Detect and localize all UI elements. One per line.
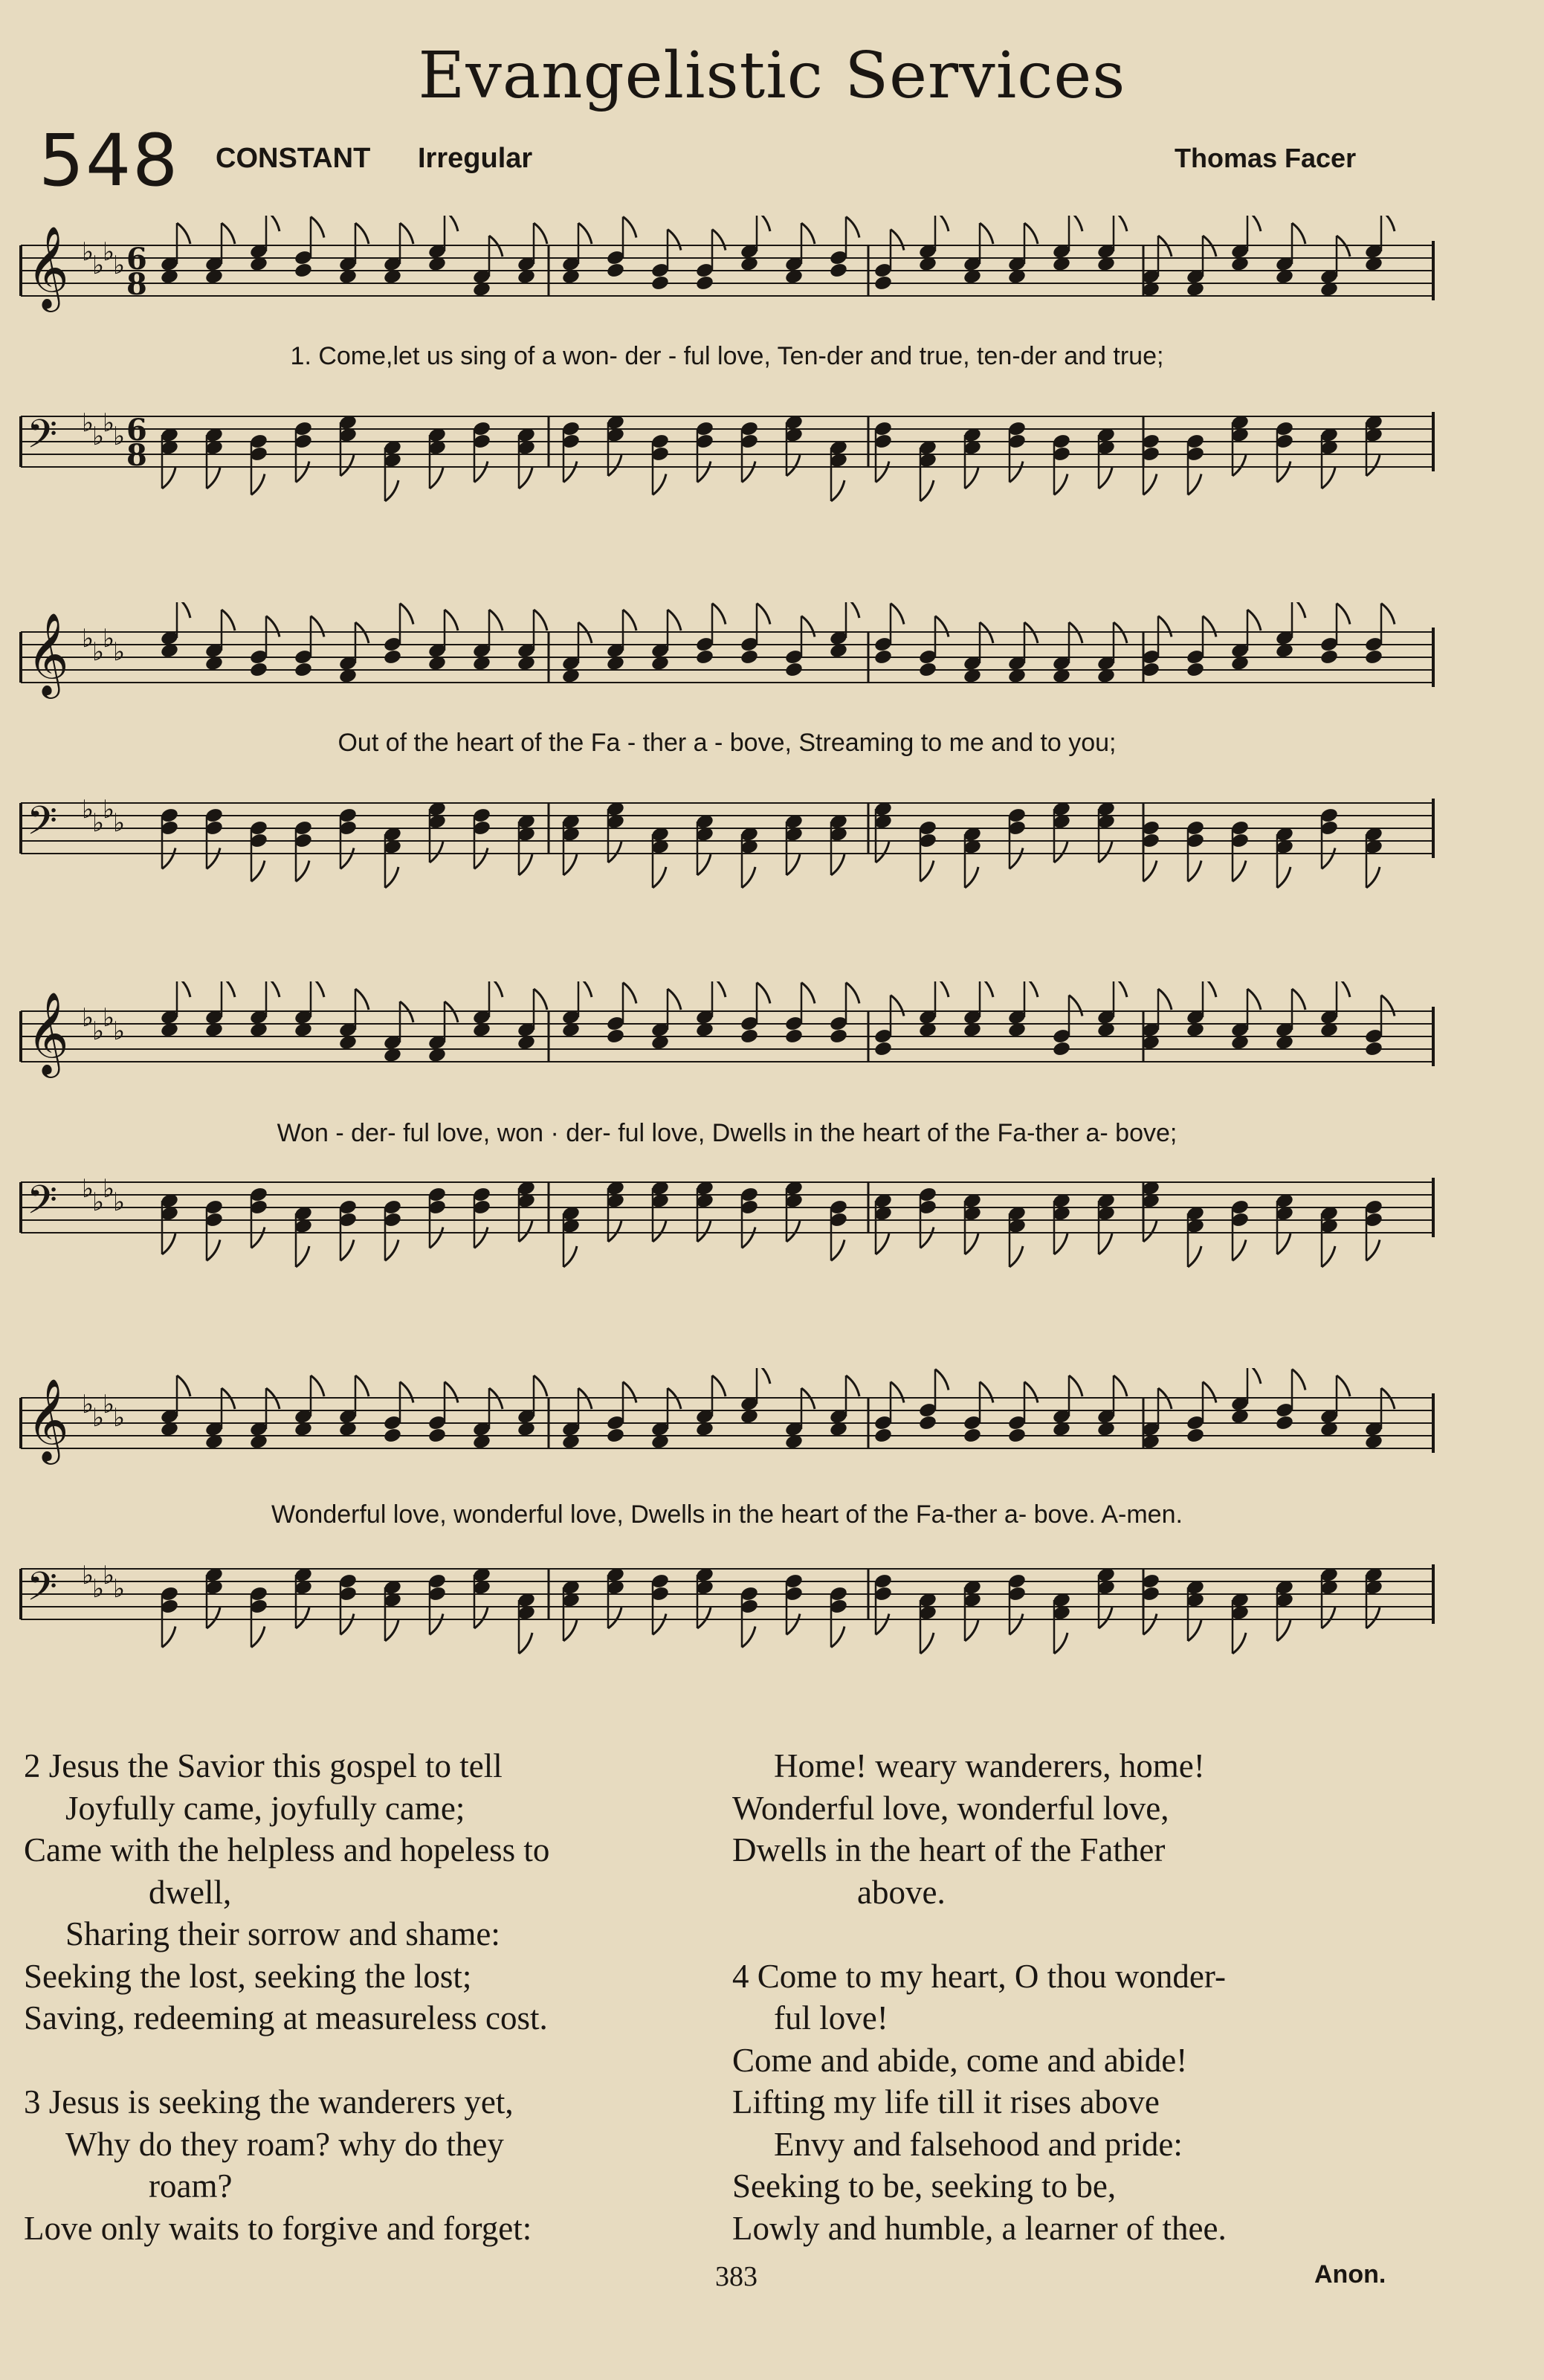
verses-left-column xyxy=(24,1745,723,2249)
note-head xyxy=(873,1427,893,1444)
verse-line: Came with the helpless and hopeless to xyxy=(24,1831,550,1868)
flat-icon: ♭ xyxy=(113,1403,126,1433)
page-title: Evangelistic Services xyxy=(418,39,1126,113)
note-head xyxy=(1052,1040,1071,1057)
flat-icon: ♭ xyxy=(82,624,94,654)
bass-clef-icon: 𝄢 xyxy=(27,799,58,854)
flat-icon: ♭ xyxy=(92,808,105,838)
verse-line: ful love! xyxy=(774,1999,888,2036)
note-head xyxy=(963,1427,982,1444)
flat-icon: ♭ xyxy=(92,637,105,667)
verse-line: Lifting my life till it rises above xyxy=(732,2083,1160,2121)
treble-staff xyxy=(13,981,1441,1108)
lyric-line-2: Out of the heart of the Fa - ther a - bove, Streaming to me and to you; xyxy=(337,729,1117,757)
flat-icon: ♭ xyxy=(103,1561,115,1590)
note-head xyxy=(873,648,893,665)
note-head xyxy=(873,1040,893,1057)
flat-icon: ♭ xyxy=(82,1390,94,1419)
note-head xyxy=(873,274,893,291)
flat-icon: ♭ xyxy=(113,808,126,838)
verse-line: Seeking the lost, seeking the lost; xyxy=(24,1957,472,1995)
verse-line: dwell, xyxy=(149,1873,232,1911)
flat-icon: ♭ xyxy=(103,408,115,438)
treble-clef-icon: 𝄞 xyxy=(27,1378,69,1461)
verse-line xyxy=(24,2039,723,2082)
lyric-line-1: 1. Come,let us sing of a won- der - ful love, Ten-der and true, ten-der and true; xyxy=(290,342,1164,370)
music-system-1 xyxy=(13,201,1441,513)
bass-clef-icon: 𝄢 xyxy=(27,1178,58,1233)
verse-line: Why do they roam? why do they xyxy=(65,2125,504,2163)
verse-line: Home! weary wanderers, home! xyxy=(774,1747,1205,1784)
flat-icon: ♭ xyxy=(82,1003,94,1033)
tune-name: CONSTANT xyxy=(216,143,371,174)
verse-line: Saving, redeeming at measureless cost. xyxy=(24,1999,548,2036)
note-head xyxy=(294,262,313,279)
flat-icon: ♭ xyxy=(92,1016,105,1046)
verse-line: Wonderful love, wonderful love, xyxy=(732,1789,1169,1827)
note-head xyxy=(829,1028,848,1045)
note-head xyxy=(249,661,268,678)
flat-icon: ♭ xyxy=(113,1574,126,1604)
note-head xyxy=(784,1028,804,1045)
verse-line: Love only waits to forgive and forget: xyxy=(24,2209,532,2247)
flat-icon: ♭ xyxy=(103,1390,115,1419)
music-system-2 xyxy=(13,587,1441,900)
bass-clef-icon: 𝄢 xyxy=(27,1564,58,1619)
note-head xyxy=(740,1028,759,1045)
note-head xyxy=(695,274,714,291)
bass-staff xyxy=(13,387,1441,513)
note-head xyxy=(1364,648,1383,665)
flat-icon: ♭ xyxy=(92,1403,105,1433)
treble-staff xyxy=(13,602,1441,729)
composer: Thomas Facer xyxy=(1175,143,1357,173)
flat-icon: ♭ xyxy=(92,251,105,280)
verse-line: Dwells in the heart of the Father xyxy=(732,1831,1166,1868)
verse-line: Seeking to be, seeking to be, xyxy=(732,2167,1117,2205)
flat-icon: ♭ xyxy=(92,422,105,451)
treble-clef-icon: 𝄞 xyxy=(27,225,69,309)
note-head xyxy=(383,1427,402,1444)
page-number: 383 xyxy=(715,2261,758,2292)
note-head xyxy=(606,262,625,279)
svg-text:8: 8 xyxy=(126,438,147,473)
note-head xyxy=(294,661,313,678)
flat-icon: ♭ xyxy=(103,1174,115,1204)
flat-icon: ♭ xyxy=(113,637,126,667)
flat-icon: ♭ xyxy=(113,1187,126,1217)
flat-icon: ♭ xyxy=(92,1187,105,1217)
note-head xyxy=(784,661,804,678)
note-head xyxy=(829,262,848,279)
verse-line: Joyfully came, joyfully came; xyxy=(65,1789,465,1827)
treble-staff xyxy=(13,216,1441,342)
verses-right-column xyxy=(732,1745,1520,2249)
note-head xyxy=(606,1028,625,1045)
flat-icon: ♭ xyxy=(113,1016,126,1046)
flat-icon: ♭ xyxy=(103,795,115,825)
verse-line: Envy and falsehood and pride: xyxy=(774,2125,1183,2163)
hymn-number: 548 xyxy=(39,119,180,202)
flat-icon: ♭ xyxy=(82,408,94,438)
bass-staff xyxy=(13,773,1441,900)
flat-icon: ♭ xyxy=(82,237,94,267)
lyric-line-3: Won - der- ful love, won · der- ful love, Dwells in the heart of the Fa-ther a- bove; xyxy=(277,1119,1178,1147)
flat-icon: ♭ xyxy=(82,795,94,825)
treble-clef-icon: 𝄞 xyxy=(27,991,69,1074)
verse-line: 3 Jesus is seeking the wanderers yet, xyxy=(24,2083,514,2121)
flat-icon: ♭ xyxy=(82,1174,94,1204)
note-head xyxy=(427,1427,447,1444)
bass-clef-icon: 𝄢 xyxy=(27,412,58,467)
bass-staff xyxy=(13,1539,1441,1665)
verse-line: above. xyxy=(857,1873,946,1911)
note-head xyxy=(650,274,670,291)
note-head xyxy=(695,648,714,665)
verse-line: roam? xyxy=(149,2167,233,2205)
music-system-3 xyxy=(13,967,1441,1279)
meter: Irregular xyxy=(418,143,533,174)
lyric-line-4: Wonderful love, wonderful love, Dwells in the heart of the Fa-ther a- bove. A-men. xyxy=(271,1500,1183,1529)
verse-line: 2 Jesus the Savior this gospel to tell xyxy=(24,1747,503,1784)
note-head xyxy=(1364,1040,1383,1057)
bass-staff xyxy=(13,1152,1441,1279)
note-head xyxy=(383,648,402,665)
note-head xyxy=(1186,1427,1205,1444)
note-head xyxy=(918,661,937,678)
flat-icon: ♭ xyxy=(103,237,115,267)
flat-icon: ♭ xyxy=(103,1003,115,1033)
note-head xyxy=(606,1427,625,1444)
note-head xyxy=(1007,1427,1027,1444)
flat-icon: ♭ xyxy=(103,624,115,654)
music-system-4 xyxy=(13,1353,1441,1665)
verse-line: 4 Come to my heart, O thou wonder- xyxy=(732,1957,1226,1995)
note-head xyxy=(1275,1414,1294,1431)
treble-staff xyxy=(13,1368,1441,1494)
treble-clef-icon: 𝄞 xyxy=(27,612,69,695)
verse-line: Come and abide, come and abide! xyxy=(732,2041,1188,2079)
note-head xyxy=(1319,648,1339,665)
note-head xyxy=(740,648,759,665)
verse-line xyxy=(732,1913,1520,1955)
note-head xyxy=(918,1414,937,1431)
svg-text:6: 6 xyxy=(126,242,147,277)
hymn-author: Anon. xyxy=(1314,2260,1386,2289)
verse-line: Sharing their sorrow and shame: xyxy=(65,1915,500,1952)
note-head xyxy=(1186,661,1205,678)
flat-icon: ♭ xyxy=(82,1561,94,1590)
flat-icon: ♭ xyxy=(113,422,126,451)
flat-icon: ♭ xyxy=(92,1574,105,1604)
svg-text:8: 8 xyxy=(126,267,147,302)
verse-line: Lowly and humble, a learner of thee. xyxy=(732,2209,1227,2247)
flat-icon: ♭ xyxy=(113,251,126,280)
svg-text:6: 6 xyxy=(126,413,147,448)
